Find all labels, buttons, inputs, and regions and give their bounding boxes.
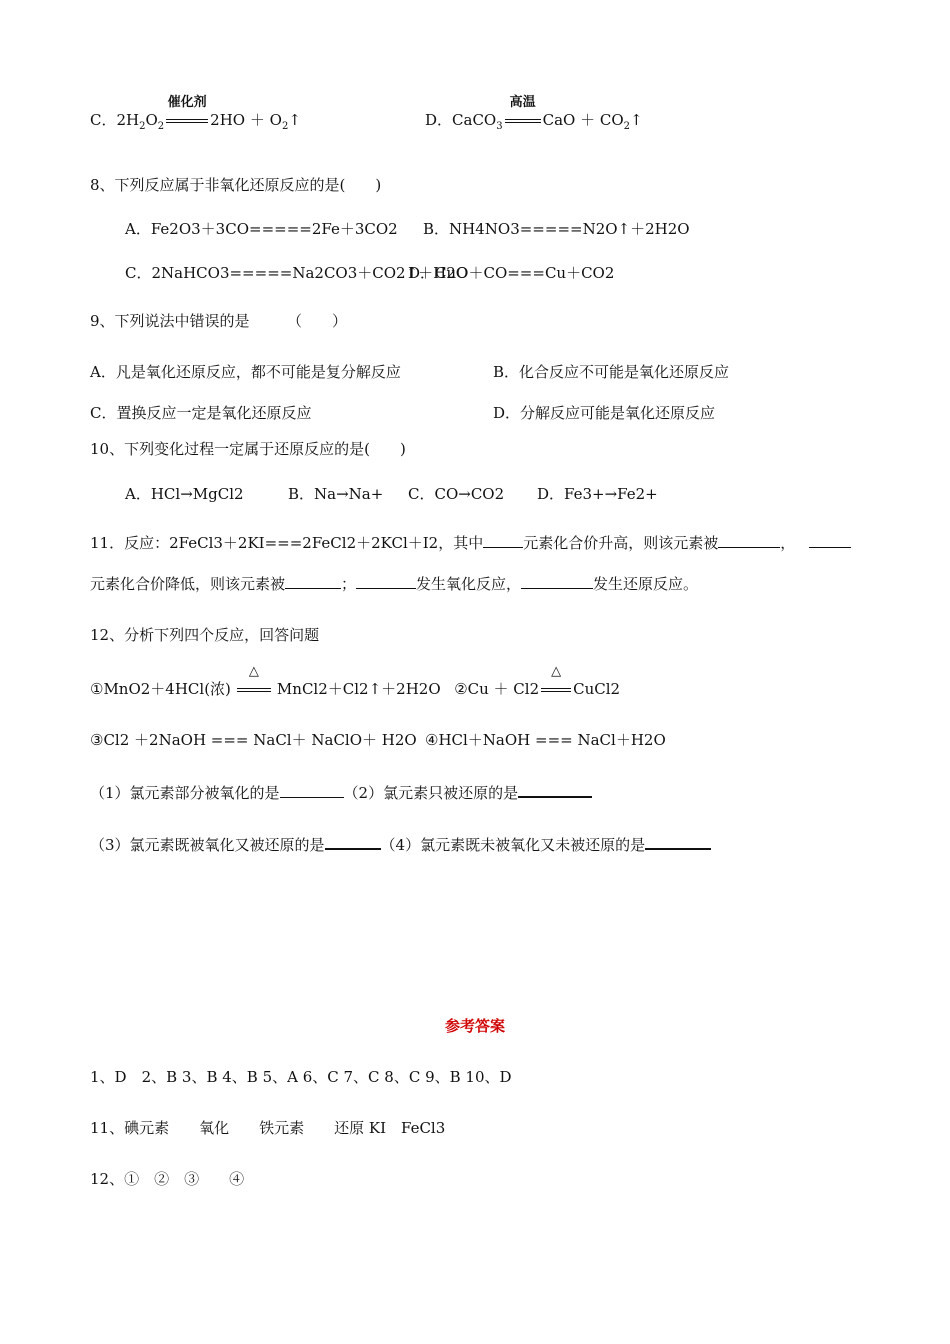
q7-d-condition: 高温 [503, 110, 543, 130]
q10-option-b: B．Na→Na+ [288, 485, 384, 503]
q11-blank-4[interactable] [285, 574, 341, 589]
answer-title: 参考答案 [444, 1017, 505, 1035]
q10-stem: 10、下列变化过程一定属于还原反应的是( ) [90, 440, 406, 458]
q12-r1-heat-condition: △ [231, 679, 277, 699]
q12-sub-1-2: （1）氯元素部分被氧化的是 （2）氯元素只被还原的是 [90, 782, 592, 803]
q11-line2: 元素化合价降低，则该元素被 ； 发生氧化反应， 发生还原反应。 [90, 575, 699, 593]
q12-stem: 12、分析下列四个反应，回答问题 [90, 626, 320, 644]
q9-option-b: B．化合反应不可能是氧化还原反应 [493, 363, 730, 381]
q8-option-c: C．2NaHCO3=====Na2CO3＋CO2↑＋H2O [125, 264, 469, 282]
q7-option-c: C．$2H_2O_2$ 催化剂 $2HO + O_2↑$ [90, 95, 301, 132]
q11-blank-6[interactable] [521, 574, 593, 589]
q10-option-c: C．CO→CO2 [408, 485, 505, 503]
q12-blank-3[interactable] [325, 834, 381, 850]
q11-blank-2[interactable] [718, 533, 780, 548]
q11-blank-5[interactable] [356, 574, 416, 589]
q9-option-c: C．置换反应一定是氧化还原反应 [90, 404, 312, 422]
answer-line-1: 1、D 2、B 3、B 4、B 5、A 6、C 7、C 8、C 9、B 10、D [90, 1068, 512, 1086]
q11-blank-3[interactable] [809, 533, 851, 548]
q12-blank-4[interactable] [645, 834, 711, 850]
q12-reaction-3: ③Cl2 ＋2NaOH === NaCl＋ NaClO＋ H2O [90, 731, 417, 749]
q12-reactions-1-2: ①MnO2＋4HCl(浓) △ MnCl2＋Cl2↑＋2H2O ②Cu ＋ Cl2 △ CuCl2 [90, 664, 621, 698]
q7-option-d: D．CaCO$_3$ 高温 CaO ＋ $CO_2↑$ [425, 95, 643, 132]
q9-stem: 9、下列说法中错误的是 （ ） [90, 312, 348, 330]
answer-line-3: 12、① ② ③ ④ [90, 1170, 245, 1188]
q7-c-condition: 催化剂 [164, 110, 210, 130]
q8-option-d: D．CuO＋CO===Cu＋CO2 [408, 264, 615, 282]
q10-option-d: D．Fe3+→Fe2+ [537, 485, 658, 503]
q8-stem: 8、下列反应属于非氧化还原反应的是( ) [90, 176, 382, 194]
q10-option-a: A．HCl→MgCl2 [125, 485, 244, 503]
q9-option-d: D．分解反应可能是氧化还原反应 [493, 404, 716, 422]
q11-blank-1[interactable] [483, 533, 523, 548]
q12-blank-2[interactable] [518, 782, 592, 798]
answer-line-2: 11、碘元素 氧化 铁元素 还原 KI FeCl3 [90, 1119, 446, 1137]
q8-option-a: A．Fe2O3＋3CO=====2Fe＋3CO2 [125, 220, 398, 238]
q12-r2-heat-condition: △ [539, 679, 573, 699]
q11-line1: 11．反应：2FeCl3＋2KI===2FeCl2＋2KCl＋I2，其中 元素化合价升高，则该元素被 ， [90, 533, 851, 553]
q12-sub-3-4: （3）氯元素既被氧化又被还原的是 （4）氯元素既未被氧化又未被还原的是 [90, 834, 711, 855]
q12-reaction-4: ④HCl＋NaOH === NaCl＋H2O [425, 731, 666, 749]
q9-option-a: A．凡是氧化还原反应，都不可能是复分解反应 [90, 363, 401, 381]
q8-option-b: B．NH4NO3=====N2O↑＋2H2O [423, 220, 690, 238]
q12-blank-1[interactable] [280, 783, 344, 798]
